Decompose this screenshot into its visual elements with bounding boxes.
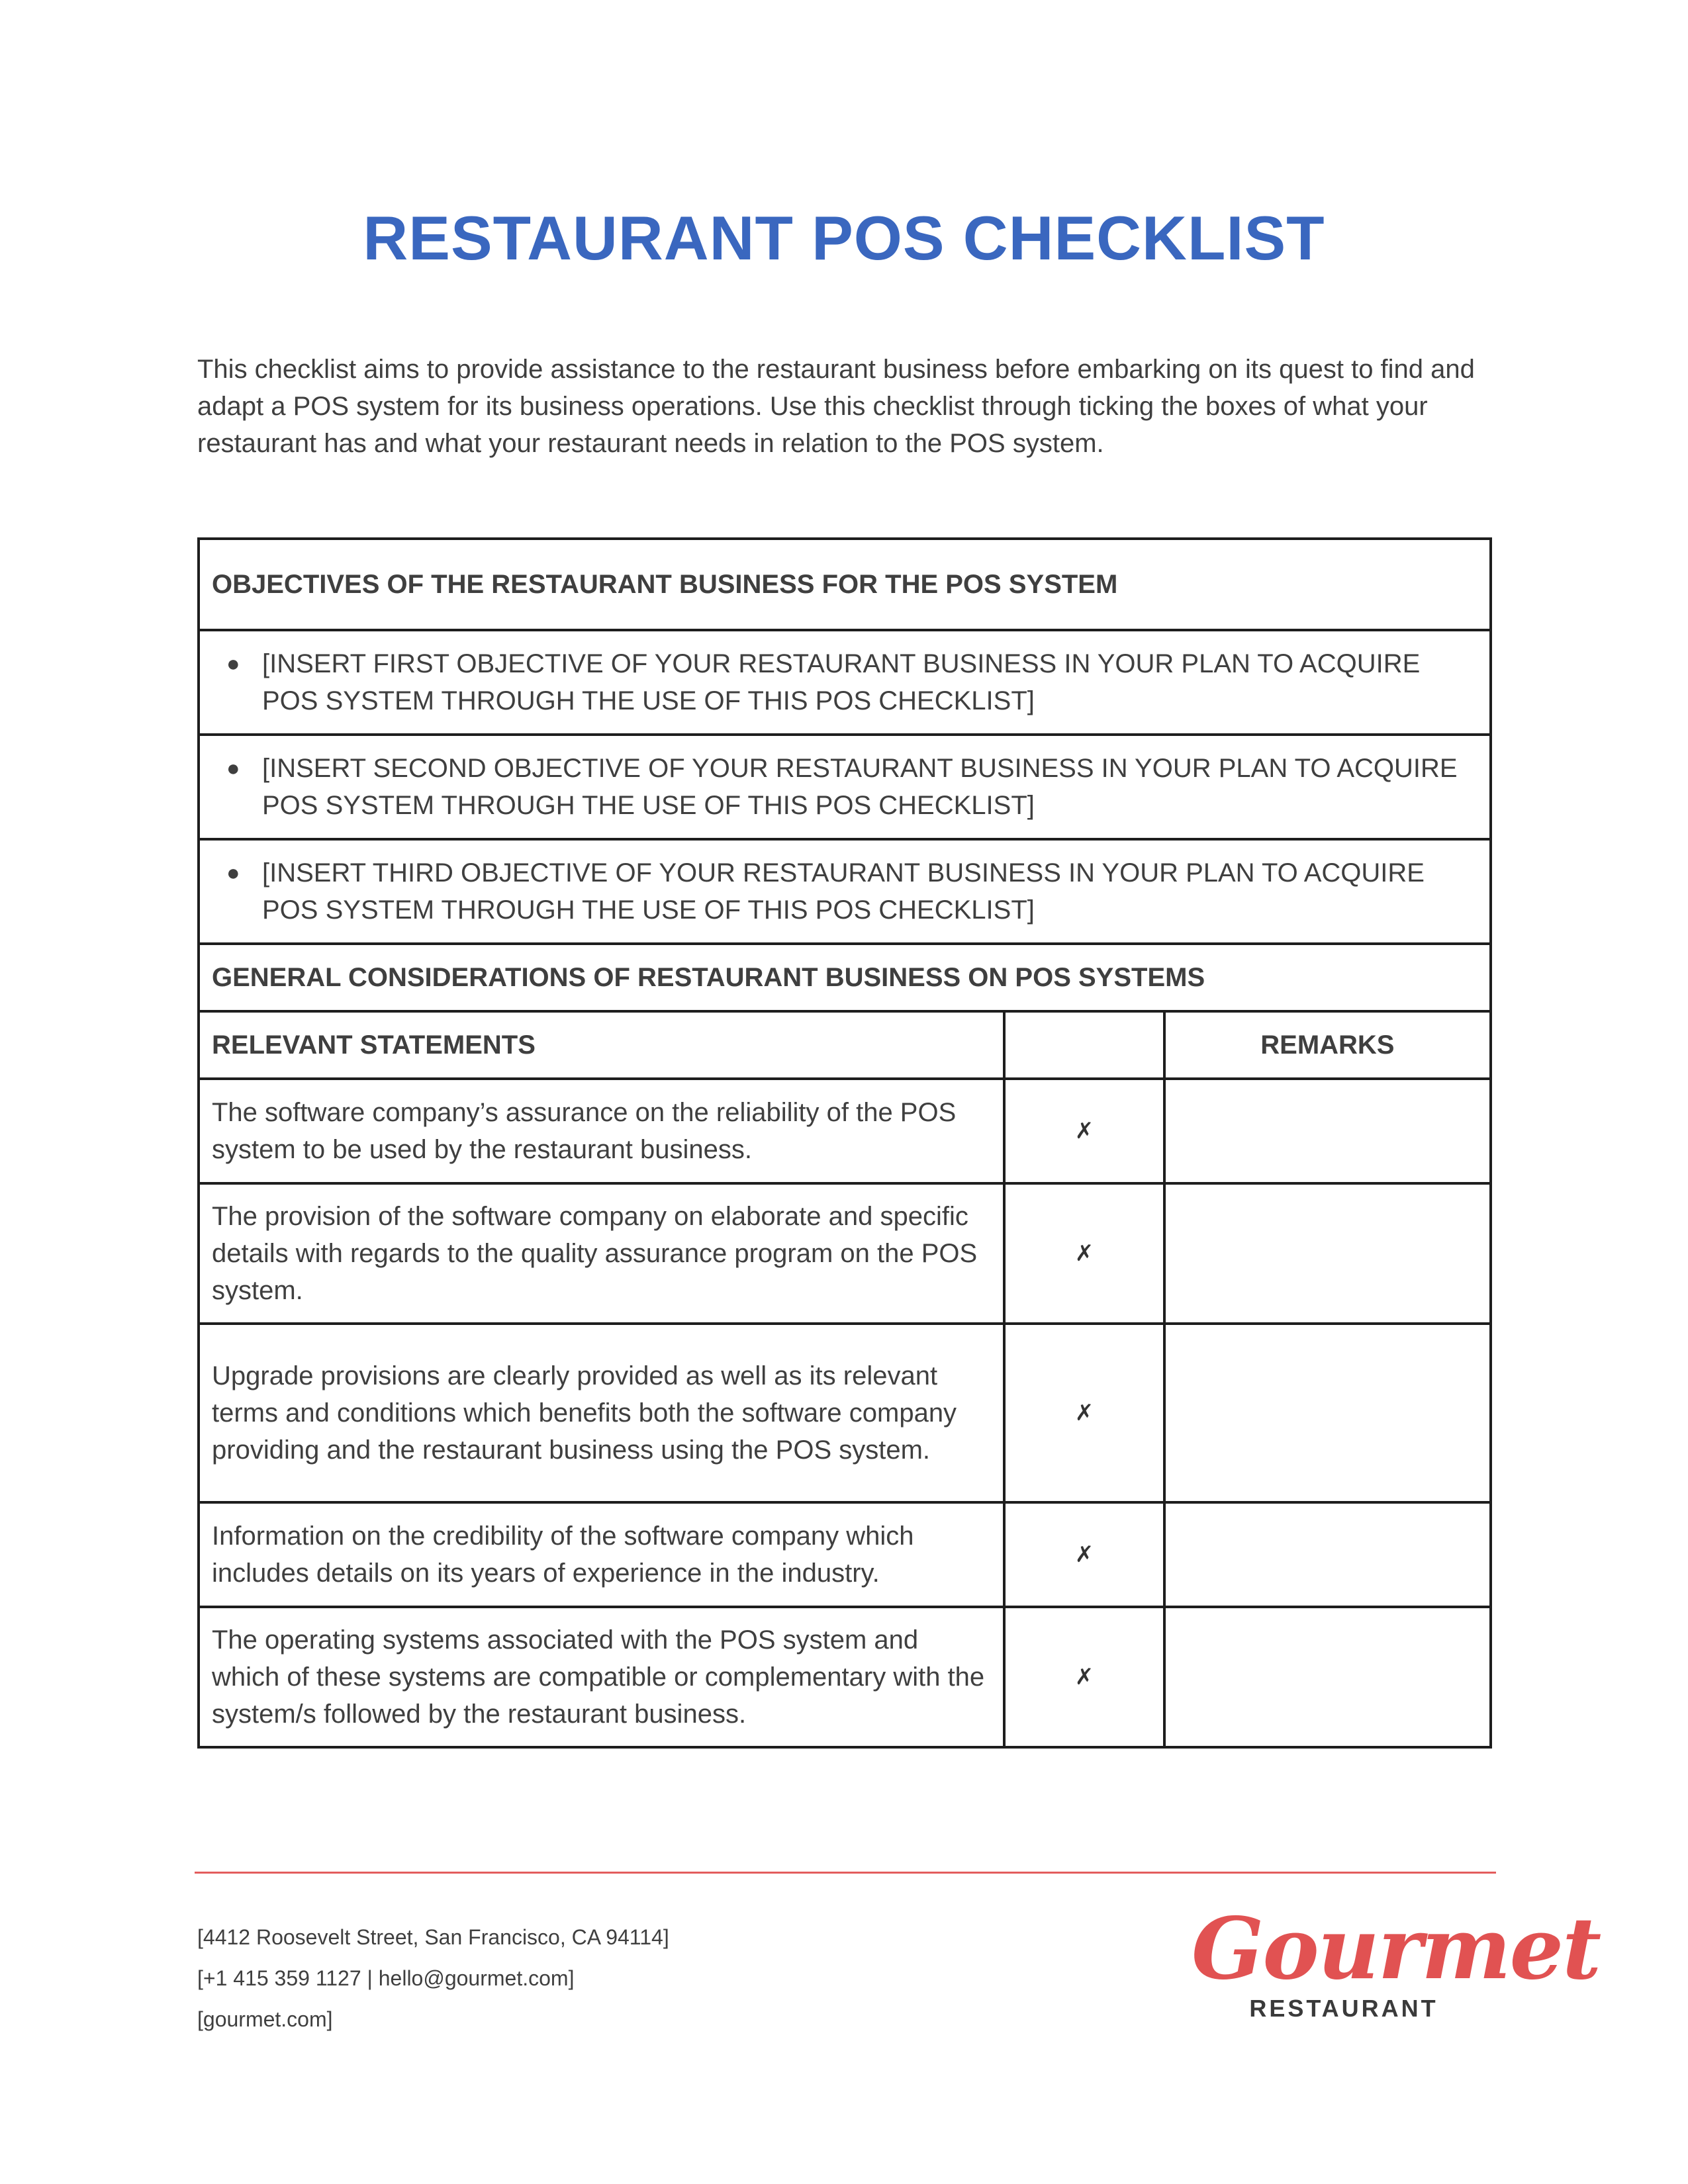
objective-row (199, 839, 1491, 944)
table-row (199, 1079, 1491, 1183)
check-mark-icon[interactable]: ✗ (1004, 1079, 1164, 1183)
table-row (199, 1502, 1491, 1607)
logo-subtitle: RESTAURANT (1249, 1995, 1438, 2022)
objectives-heading: OBJECTIVES OF THE RESTAURANT BUSINESS FOR THE POS SYSTEM (199, 539, 1491, 630)
remarks-cell[interactable] (1164, 1502, 1491, 1607)
remarks-cell[interactable] (1164, 1324, 1491, 1502)
column-header-check (1004, 1011, 1164, 1079)
footer-address: [4412 Roosevelt Street, San Francisco, CA 94114] (197, 1925, 669, 1949)
objective-item[interactable] (212, 750, 1477, 824)
footer-contact (197, 1917, 669, 2040)
considerations-heading: GENERAL CONSIDERATIONS OF RESTAURANT BUSINESS ON POS SYSTEMS (199, 944, 1491, 1011)
statement-cell: The provision of the software company on elaborate and specific details with regards to the quality assurance program on the POS system. (199, 1183, 1004, 1324)
footer-divider (195, 1872, 1496, 1874)
column-header-row (199, 1011, 1491, 1079)
objective-row (199, 630, 1491, 735)
objective-item[interactable] (212, 854, 1477, 929)
intro-paragraph: This checklist aims to provide assistance to the restaurant business before embarking on its quest to find and adapt a POS system for its business operations. Use this checklist through ticking the boxes of what your restaurant has and what your restaurant needs in relation to the POS system. (197, 355, 1475, 458)
logo-wordmark: Gourmet (1192, 1899, 1601, 1999)
statement-cell: Information on the credibility of the software company which includes details on its years of experience in the industry. (199, 1502, 1004, 1607)
check-mark-icon[interactable]: ✗ (1004, 1502, 1164, 1607)
column-header-remarks: REMARKS (1164, 1011, 1491, 1079)
bullet-icon: ● (226, 860, 240, 886)
remarks-cell[interactable] (1164, 1079, 1491, 1183)
objective-text: [INSERT THIRD OBJECTIVE OF YOUR RESTAURANT BUSINESS IN YOUR PLAN TO ACQUIRE POS SYSTEM THROUGH THE USE OF THIS POS CHECKLIST] (262, 858, 1425, 925)
bullet-icon: ● (226, 756, 240, 781)
remarks-cell[interactable] (1164, 1607, 1491, 1747)
gourmet-logo (1192, 1899, 1601, 2023)
statement-cell: The software company’s assurance on the reliability of the POS system to be used by the restaurant business. (199, 1079, 1004, 1183)
objective-item[interactable] (212, 645, 1477, 719)
checklist-table (197, 537, 1492, 1749)
considerations-heading-row (199, 944, 1491, 1011)
objective-text: [INSERT SECOND OBJECTIVE OF YOUR RESTAURANT BUSINESS IN YOUR PLAN TO ACQUIRE POS SYSTEM THROUGH THE USE OF THIS POS CHECKLIST] (262, 754, 1458, 820)
check-mark-icon[interactable]: ✗ (1004, 1607, 1164, 1747)
objective-row (199, 735, 1491, 839)
table-row (199, 1183, 1491, 1324)
bullet-icon: ● (226, 651, 240, 676)
table-row (199, 1324, 1491, 1502)
remarks-cell[interactable] (1164, 1183, 1491, 1324)
column-header-statements: RELEVANT STATEMENTS (199, 1011, 1004, 1079)
statement-cell: Upgrade provisions are clearly provided as well as its relevant terms and conditions which benefits both the software company providing and the restaurant business using the POS system. (199, 1324, 1004, 1502)
page-title: RESTAURANT POS CHECKLIST (363, 203, 1325, 273)
check-mark-icon[interactable]: ✗ (1004, 1324, 1164, 1502)
statement-cell: The operating systems associated with the POS system and which of these systems are compatible or complementary with the system/s followed by the restaurant business. (199, 1607, 1004, 1747)
check-mark-icon[interactable]: ✗ (1004, 1183, 1164, 1324)
objectives-heading-row (199, 539, 1491, 630)
footer-phone-email[interactable]: [+1 415 359 1127 | hello@gourmet.com] (197, 1966, 575, 1990)
objective-text: [INSERT FIRST OBJECTIVE OF YOUR RESTAURANT BUSINESS IN YOUR PLAN TO ACQUIRE POS SYSTEM THROUGH THE USE OF THIS POS CHECKLIST] (262, 649, 1421, 715)
table-row (199, 1607, 1491, 1747)
footer-website[interactable]: [gourmet.com] (197, 2007, 333, 2031)
